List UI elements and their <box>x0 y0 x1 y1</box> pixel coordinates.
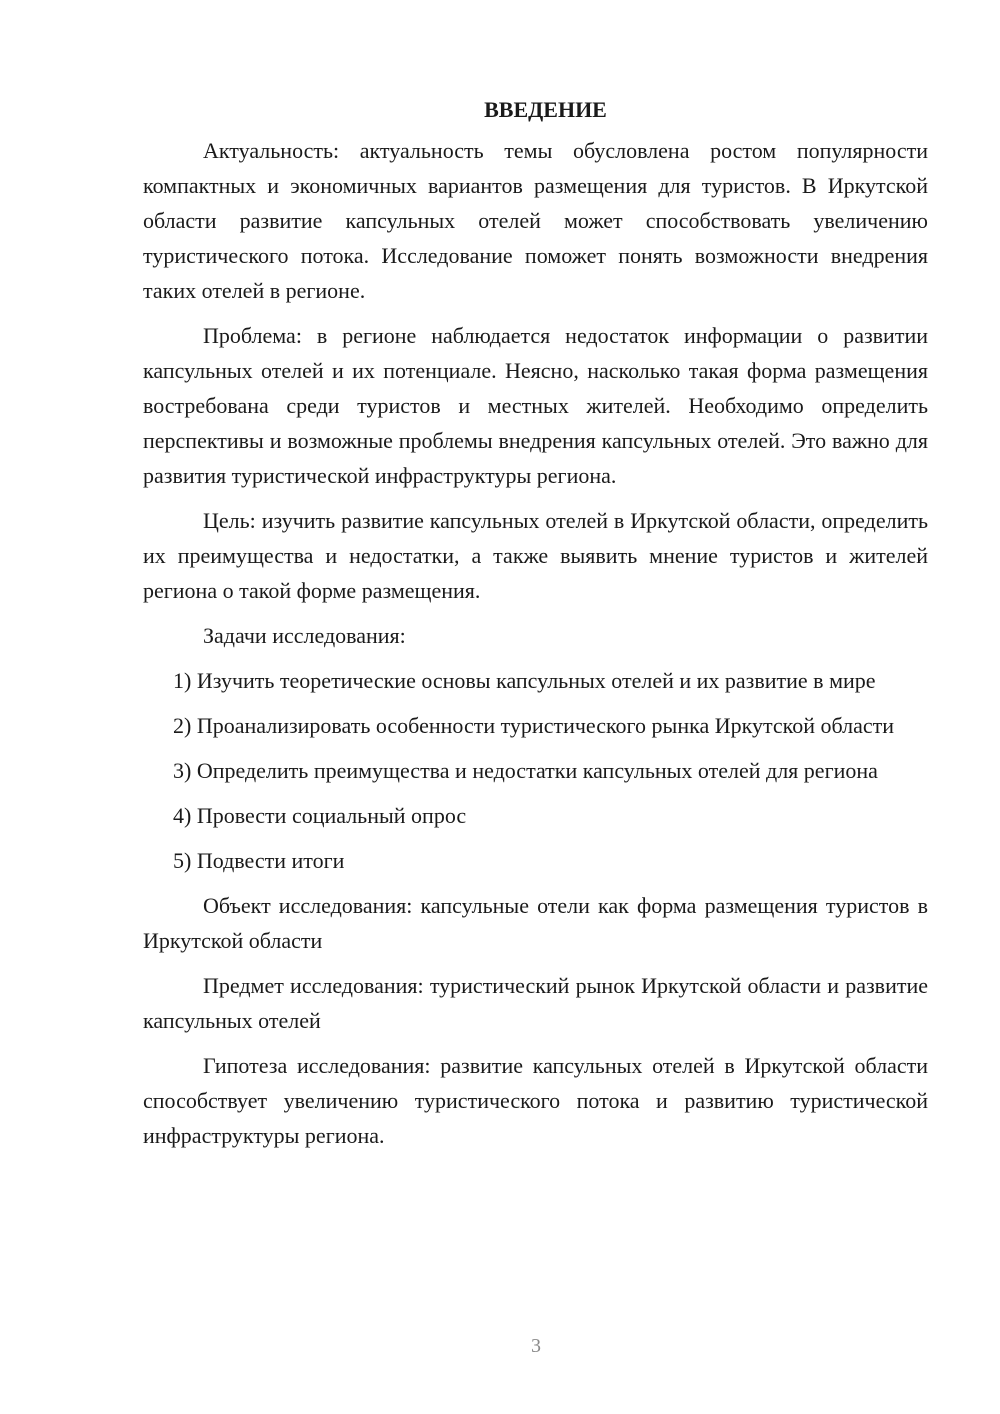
task-item-1: 1) Изучить теоретические основы капсульных отелей и их развитие в мире <box>173 668 876 693</box>
relevance-paragraph: Актуальность: актуальность темы обусловлена ростом популярности компактных и экономичных вариантов размещения для туристов. В Иркутской области развитие капсульных отелей может способствовать увеличению туристического потока. Исследование поможет понять возможности внедрения таких отелей в регионе. <box>143 138 928 303</box>
problem-paragraph: Проблема: в регионе наблюдается недостаток информации о развитии капсульных отелей и их потенциале. Неясно, насколько такая форма размещения востребована среди туристов и местных жителей. Необходимо определить перспективы и возможные проблемы внедрения капсульных отелей. Это важно для развития туристической инфраструктуры региона. <box>143 323 928 488</box>
task-item-5: 5) Подвести итоги <box>173 848 345 873</box>
object-paragraph: Объект исследования: капсульные отели как форма размещения туристов в Иркутской области <box>143 893 928 953</box>
document-body <box>143 92 928 1163</box>
tasks-heading: Задачи исследования: <box>203 623 406 648</box>
subject-paragraph: Предмет исследования: туристический рынок Иркутской области и развитие капсульных отелей <box>143 973 928 1033</box>
hypothesis-paragraph: Гипотеза исследования: развитие капсульных отелей в Иркутской области способствует увеличению туристического потока и развитию туристической инфраструктуры региона. <box>143 1053 928 1148</box>
page-number: 3 <box>531 1335 541 1357</box>
section-heading: ВВЕДЕНИЕ <box>484 97 607 122</box>
task-item-2: 2) Проанализировать особенности туристического рынка Иркутской области <box>173 713 895 738</box>
goal-paragraph: Цель: изучить развитие капсульных отелей в Иркутской области, определить их преимущества и недостатки, а также выявить мнение туристов и жителей региона о такой форме размещения. <box>143 508 928 603</box>
task-item-3: 3) Определить преимущества и недостатки капсульных отелей для региона <box>173 758 878 783</box>
task-item-4: 4) Провести социальный опрос <box>173 803 467 828</box>
